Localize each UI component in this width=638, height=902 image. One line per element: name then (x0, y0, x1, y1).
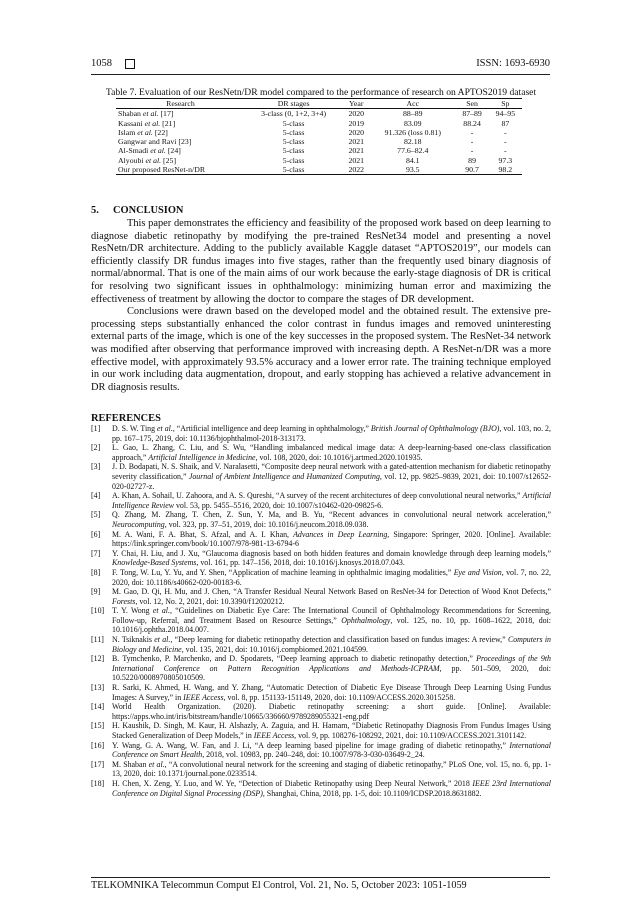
table-cell: Shaban et al. [17] (118, 109, 174, 119)
table-cell: 90.7 (455, 165, 488, 175)
table-caption: Table 7. Evaluation of our ResNetn/DR model compared to the performance of research on APTOS2019 dataset (105, 87, 537, 98)
reference-number: [11] (91, 635, 104, 645)
reference-number: [6] (91, 529, 101, 539)
reference-item (91, 443, 551, 462)
table-cell: 5-class (282, 137, 305, 147)
table-cell: Al-Smadi et al. [24] (118, 146, 181, 156)
reference-text: Y. Wang, G. A. Wang, W. Fan, and J. Li, “A deep learning based pipeline for image grading of diabetic retinopathy,” International Conference on Smart Health, 2018, vol. 10983, pp. 240–248, doi: 10.1007/978-3-030-03649-2_24. (112, 740, 551, 760)
table-cell: 94–95 (495, 109, 516, 119)
reference-item (91, 702, 551, 721)
results-table (116, 98, 522, 175)
conclusion-body (91, 218, 551, 394)
table-row (116, 165, 522, 175)
reference-number: [16] (91, 740, 105, 750)
reference-item (91, 462, 551, 491)
reference-number: [9] (91, 587, 101, 597)
table-cell: - (504, 146, 507, 156)
table-cell: 5-class (282, 146, 305, 156)
reference-text: B. Tymchenko, P. Marchenko, and D. Spodarets, “Deep learning approach to diabetic retinopathy detection,” Proceedings of the 9th International Conference on Pattern Recognition Applications and Methods-ICPRAM, pp. 501–509, 2020, doi: 10.5220/0008970805010509. (112, 654, 551, 683)
reference-text: H. Kaushik, D. Singh, M. Kaur, H. Alshazly, A. Zaguia, and H. Hamam, “Diabetic Retinopathy Diagnosis From Fundus Images Using Stacked Generalization of Deep Models,” in IEEE Access, vol. 9, pp. 108276-108292, 2021, doi: 10.1109/ACCESS.2021.3101142. (112, 721, 551, 740)
table-cell: 5-class (245, 165, 343, 175)
reference-number: [2] (91, 443, 101, 453)
reference-text: M. Shaban et al., “A convolutional neural network for the screening and staging of diabetic retinopathy,” PLoS One, vol. 15, no. 6, pp. 1-13, 2020, doi: 10.1371/journal.pone.0233514. (112, 759, 551, 779)
table-cell: Islam et al. [22] (118, 127, 168, 137)
reference-item (91, 779, 551, 798)
table-row (116, 128, 522, 137)
references-heading: REFERENCES (91, 413, 161, 424)
reference-item (91, 510, 551, 529)
table-cell: 93.5 (370, 165, 455, 175)
table-cell: 77.6–82.4 (397, 146, 429, 156)
reference-item (91, 549, 551, 568)
table-cell: 91.326 (loss 0.81) (384, 127, 441, 137)
reference-item (91, 654, 551, 683)
reference-number: [4] (91, 491, 101, 501)
table-row (116, 137, 522, 146)
reference-number: [10] (91, 606, 105, 616)
table-cell: - (470, 137, 474, 147)
column-header: DR stages (245, 99, 343, 109)
header-rule (91, 74, 550, 75)
reference-item (91, 568, 551, 587)
table-cell: 97.3 (498, 155, 513, 165)
reference-text: D. S. W. Ting et al., “Artificial intelligence and deep learning in ophthalmology,” British Journal of Ophthalmology (BJO), vol. 103, no. 2, pp. 167–175, 2019, doi: 10.1136/bjophthalmol-2018-313173. (112, 424, 551, 443)
reference-number: [1] (91, 424, 101, 433)
table-row (116, 146, 522, 155)
table-cell: Alyoubi et al. [25] (118, 155, 177, 165)
reference-number: [15] (91, 721, 105, 731)
table-row (116, 156, 522, 165)
table-cell: - (470, 127, 474, 137)
table-cell: 2022 (342, 165, 370, 175)
column-header: Acc (370, 99, 455, 109)
table-cell: 2019 (348, 118, 365, 128)
table-body (116, 109, 522, 175)
reference-text: H. Chen, X. Zeng, Y. Luo, and W. Ye, “Detection of Diabetic Retinopathy using Deep Neural Network,” 2018 IEEE 23rd International Conference on Digital Signal Processing (DSP), Shanghai, China, 2018, pp. 1-5, doi: 10.1109/ICDSP.2018.8631882. (112, 778, 551, 798)
reference-text: M. Gao, D. Qi, H. Mu, and J. Chen, “A Transfer Residual Neural Network Based on ResNet-34 for Detection of Wood Knot Defects,” Forests, vol. 12, No. 2, 2021, doi: 10.3390/f12020212. (112, 587, 551, 606)
table-cell: Our proposed ResNet-n/DR (116, 165, 245, 175)
reference-number: [17] (91, 759, 105, 769)
references-list (91, 424, 551, 798)
table-cell: 5-class (282, 127, 305, 137)
square-icon (125, 59, 135, 69)
reference-item (91, 424, 551, 443)
reference-number: [13] (91, 683, 105, 693)
table-cell: - (504, 127, 507, 137)
table-cell: 84.1 (405, 155, 420, 165)
table-cell: 87 (501, 118, 510, 128)
section-title: CONCLUSION (113, 205, 184, 216)
table-cell: - (504, 137, 507, 147)
table-cell: 89 (468, 155, 476, 165)
reference-number: [7] (91, 548, 101, 558)
table-cell: - (470, 146, 474, 156)
reference-text: L. Gao, L. Zhang, C. Liu, and S. Wu, “Handling imbalanced medical image data: A deep-learning-based one-class classification approach,” Artificial Intelligence in Medicine, vol. 108, 2020, doi: 10.1016/j.artmed.2020.101935. (112, 443, 551, 462)
reference-text: A. Khan, A. Sohail, U. Zahoora, and A. S. Qureshi, “A survey of the recent architectures of deep convolutional neural networks,” Artificial Intelligence Review vol. 53, pp. 5455–5516, 2020, doi: 10.1007/s10462-020-09825-6. (112, 491, 551, 510)
page-header (91, 58, 550, 72)
table-cell: 2021 (348, 137, 365, 147)
reference-number: [3] (91, 462, 101, 472)
reference-item (91, 491, 551, 510)
table-cell: 2020 (348, 127, 365, 137)
table-cell: 88.24 (463, 118, 481, 128)
reference-text: M. A. Wani, F. A. Bhat, S. Afzal, and A. I. Khan, Advances in Deep Learning, Singapore: Springer, 2020. [Online]. Available: https://link.springer.com/book/10.1007/978-981-13-6794-6 (112, 529, 552, 549)
table-row (116, 109, 522, 119)
reference-item (91, 530, 551, 549)
page-footer: TELKOMNIKA Telecommun Comput El Control, Vol. 21, No. 5, October 2023: 1051-1059 (91, 880, 467, 891)
table-cell: 2020 (348, 109, 365, 119)
column-header: Year (342, 99, 370, 109)
table-cell: 82.18 (404, 137, 422, 147)
table-row (116, 119, 522, 128)
reference-number: [18] (91, 778, 105, 788)
reference-number: [5] (91, 510, 101, 520)
reference-number: [8] (91, 567, 101, 577)
reference-number: [14] (91, 702, 105, 712)
column-header: Sen (455, 99, 488, 109)
reference-text: F. Tong, W. Lu, Y. Yu, and Y. Shen, “Application of machine learning in ophthalmic imaging modalities,” Eye and Vision, vol. 7, no. 22, 2020, doi: 10.1186/s40662-020-00183-6. (112, 567, 551, 587)
table-cell: 87–89 (462, 109, 482, 119)
reference-item (91, 741, 551, 760)
table-cell: 83.09 (404, 118, 422, 128)
table-cell: 88–89 (403, 109, 423, 119)
table-cell: 2021 (348, 146, 365, 156)
reference-text: World Health Organization. (2020). Diabetic retinopathy screening: a short guide. [Online]. Available: https://apps.who.int/iris/bitstream/handle/10665/336660/9789289055321-eng.pdf (112, 702, 551, 721)
reference-item (91, 721, 551, 740)
reference-text: Y. Chai, H. Liu, and J. Xu, “Glaucoma diagnosis based on both hidden features and domain knowledge through deep learning models,” Knowledge-Based Systems, vol. 161, pp. 147–156, 2018, doi: 10.1016/j.knosys.2018.07.043. (112, 548, 551, 568)
reference-item (91, 635, 551, 654)
table-cell: Kassani et al. [21] (118, 118, 176, 128)
page-number: 1058 (91, 58, 112, 69)
reference-text: R. Sarki, K. Ahmed, H. Wang, and Y. Zhang, “Automatic Detection of Diabetic Eye Disease Through Deep Learning Using Fundus Images: A Survey,” in IEEE Access, vol. 8, pp. 151133-151149, 2020, doi: 10.1109/ACCESS.2020.3015258. (112, 683, 551, 702)
reference-item (91, 760, 551, 779)
reference-text: J. D. Bodapati, N. S. Shaik, and V. Naralasetti, “Composite deep neural network with a gated-attention mechanism for diabetic retinopathy severity classification,” Journal of Ambient Intelligence and Humanized Computing, vol. 12, pp. 9825–9839, 2021, doi: 10.1007/s12652-020-02727-z. (112, 462, 551, 491)
table-cell: 2021 (348, 155, 365, 165)
section-heading (91, 205, 183, 216)
table-cell: 5-class (282, 155, 305, 165)
table-header-row (116, 99, 522, 109)
reference-item (91, 587, 551, 606)
table-cell: 98.2 (489, 165, 522, 175)
section-number: 5. (91, 205, 99, 216)
reference-text: N. Tsiknakis et al., “Deep learning for diabetic retinopathy detection and classification based on fundus images: A review,” Computers in Biology and Medicine, vol. 135, 2021, doi: 10.1016/j.compbiomed.2021.104599. (112, 635, 552, 654)
reference-item (91, 683, 551, 702)
paragraph: This paper demonstrates the efficiency and feasibility of the proposed work based on deep learning to diagnose diabetic retinopathy by modifying the pre-trained ResNet34 model and presenting a novel ResNetn/DR architecture. Adding to the publicly available Kaggle dataset “APTOS2019”, our models can efficiently classify DR fundus images into five stages, rather than the frequently used binary diagnosis of normal/abnormal. That is one of the main aims of our work because the early-stage diagnosis of DR is critical for resolving two significant issues in ophthalmology: minimizing human error and maximizing the effectiveness of treatment by allowing the doctor to compare the stages of DR development. (91, 218, 551, 305)
issn: ISSN: 1693-6930 (476, 58, 550, 69)
column-header: Sp (489, 99, 522, 109)
footer-rule (91, 877, 550, 878)
reference-number: [12] (91, 654, 105, 664)
paragraph: Conclusions were drawn based on the developed model and the obtained result. The extensive pre-processing steps substantially enhanced the color contrast in fundus images and removed uninteresting external parts of the image, which is one of the key successes in the proposed system. The ResNet-34 network was modified after observing that performance improved with increasing depth. A ResNet-n/DR was a more effective model, with approximately 93.5% accuracy and a lower error rate. The training technique employed in our work including data augmentation, dropout, and early stopping has achieved a relative advancement in DR diagnosis results. (91, 306, 551, 393)
reference-text: Q. Zhang, M. Zhang, T. Chen, Z. Sun, Y. Ma, and B. Yu, “Recent advances in convolutional neural network acceleration,” Neurocomputing, vol. 323, pp. 37–51, 2019, doi: 10.1016/j.neucom.2018.09.038. (112, 510, 551, 529)
table-cell: 5-class (282, 118, 305, 128)
reference-text: T. Y. Wong et al., “Guidelines on Diabetic Eye Care: The International Council of Ophthalmology Recommendations for Screening, Follow-up, Referral, and Treatment Based on Resource Settings,” Ophthalmology, vol. 125, no. 10, pp. 1608–1622, 2018, doi: 10.1016/j.ophtha.2018.04.007. (112, 606, 552, 635)
table-cell: 3-class (0, 1+2, 3+4) (261, 109, 327, 119)
reference-item (91, 606, 551, 635)
column-header: Research (116, 99, 245, 109)
table-cell: Gangwar and Ravi [23] (118, 137, 192, 147)
